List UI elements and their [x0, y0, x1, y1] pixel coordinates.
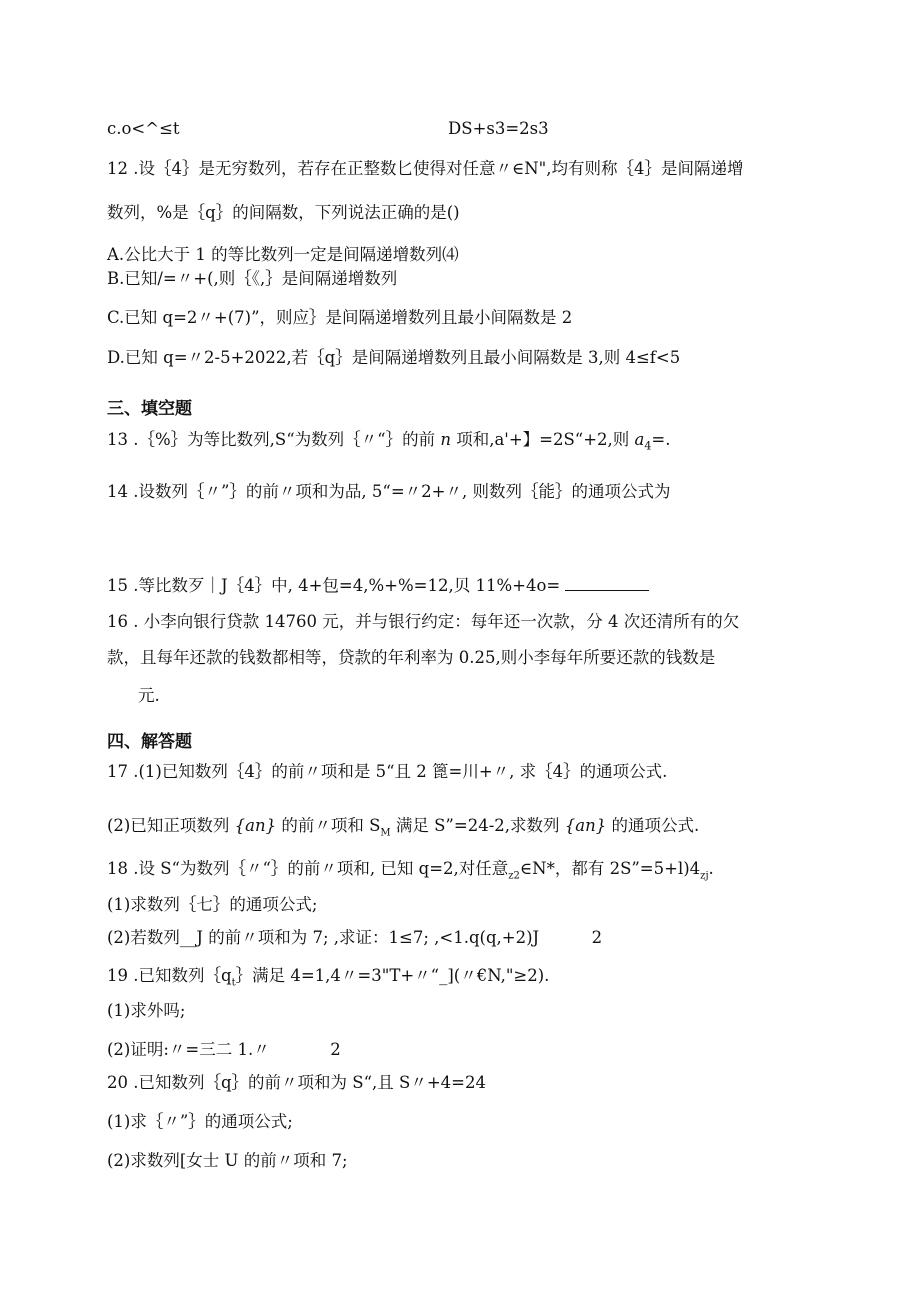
question-15	[107, 575, 649, 597]
q13-text-2: 项和,a'+】=2S“+2,则	[450, 430, 635, 449]
question-12-option-b: B.已知/=〃+(,则｛《,｝是间隔递增数列	[107, 269, 398, 288]
q18-text-3: .	[708, 859, 714, 878]
option-c-fragment: c.o<^≤t	[107, 119, 180, 138]
question-13	[107, 429, 670, 457]
question-16-line-1: 16 . 小李向银行贷款 14760 元，并与银行约定：每年还一次款，分 4 次还清所有的欠	[107, 612, 740, 631]
question-17-part-2	[107, 815, 699, 844]
section-heading-solutions: 四、解答题	[107, 732, 192, 752]
q17b-text-2: 的前〃项和 S	[276, 816, 381, 835]
q18-sub-1: z2	[508, 870, 520, 882]
answer-blank	[565, 576, 649, 591]
section-heading-fill-in: 三、填空题	[107, 399, 192, 419]
question-12-option-a: A.公比大于 1 的等比数列一定是间隔递增数列⑷	[107, 245, 459, 264]
question-14: 14 .设数列｛〃”｝的前〃项和为品, 5“=〃2+〃, 则数列｛能｝的通项公式为	[107, 482, 671, 501]
question-12-option-d: D.已知 q=〃2-5+2022,若｛q｝是间隔递增数列且最小间隔数是 3,则 4≤f<5	[107, 348, 681, 367]
question-16-line-3: 元.	[138, 686, 160, 705]
q19-sub: t	[231, 977, 236, 989]
option-d-fragment: DS+s3=2s3	[448, 119, 549, 138]
q17b-text-4: 的通项公式.	[606, 816, 700, 835]
q13-n: n	[440, 430, 451, 449]
q18-sub-2: zj	[700, 870, 709, 882]
q13-text-3: =.	[651, 430, 671, 449]
q17b-text-3: 满足 S”=24-2,求数列	[390, 816, 565, 835]
question-20-part-1: (1)求｛〃”｝的通项公式;	[107, 1112, 293, 1131]
question-18	[107, 858, 714, 887]
option-line-c-d	[107, 118, 549, 140]
question-20-part-2: (2)求数列[女士 U 的前〃项和 7;	[107, 1151, 348, 1170]
q17b-a-n-1: {an}	[234, 816, 277, 835]
q18c-text: (2)若数列__J 的前〃项和为 7; ,求证：1≤7; ,<1.q(q,+2)J	[107, 928, 540, 947]
q13-a: a	[634, 430, 645, 449]
q18c-fraction-denominator: 2	[591, 928, 603, 947]
q19-text-1: 19 .已知数列｛q	[107, 966, 232, 985]
question-12-option-c: C.已知 q=2〃+(7)”，则应｝是间隔递增数列且最小间隔数是 2	[107, 308, 573, 327]
question-18-part-2	[107, 927, 602, 949]
q19c-fraction-denominator: 2	[330, 1040, 341, 1059]
q13-text-1: 13 .｛%｝为等比数列,S“为数列｛〃“｝的前	[107, 430, 441, 449]
question-19-part-1: (1)求外吗;	[107, 1001, 186, 1020]
question-18-part-1: (1)求数列｛七｝的通项公式;	[107, 895, 318, 914]
q19-text-2: ｝满足 4=1,4〃=3"T+〃“_](〃€N,"≥2).	[235, 966, 550, 985]
question-19	[107, 965, 549, 994]
q15-text: 15 .等比数歹｜J｛4｝中, 4+包=4,%+%=12,贝 11%+4o=	[107, 576, 561, 595]
q19c-text: (2)证明:〃=三二 1.〃	[107, 1040, 270, 1059]
q18-text-2: ∈N*，都有 2S”=5+l)4	[519, 859, 701, 878]
question-12-line-1: 12 .设｛4｝是无穷数列，若存在正整数匕使得对任意〃∈N",均有则称｛4｝是间隔递增	[107, 159, 744, 178]
q17b-sub: M	[380, 827, 391, 839]
question-12-line-2: 数列，%是｛q｝的间隔数，下列说法正确的是()	[107, 203, 460, 222]
q17b-a-n-2: {an}	[564, 816, 607, 835]
q18-text-1: 18 .设 S“为数列｛〃“｝的前〃项和, 已知 q=2,对任意	[107, 859, 509, 878]
q17b-text-1: (2)已知正项数列	[107, 816, 235, 835]
question-19-part-2	[107, 1039, 341, 1061]
q13-sub: 4	[644, 439, 652, 453]
question-20: 20 .已知数列｛q｝的前〃项和为 S“,且 S〃+4=24	[107, 1073, 486, 1092]
question-17-part-1: 17 .(1)已知数列｛4｝的前〃项和是 5“且 2 篦=川+〃, 求｛4｝的通项公式.	[107, 762, 668, 781]
question-16-line-2: 款，且每年还款的钱数都相等，贷款的年利率为 0.25,则小李每年所要还款的钱数是	[107, 648, 716, 667]
